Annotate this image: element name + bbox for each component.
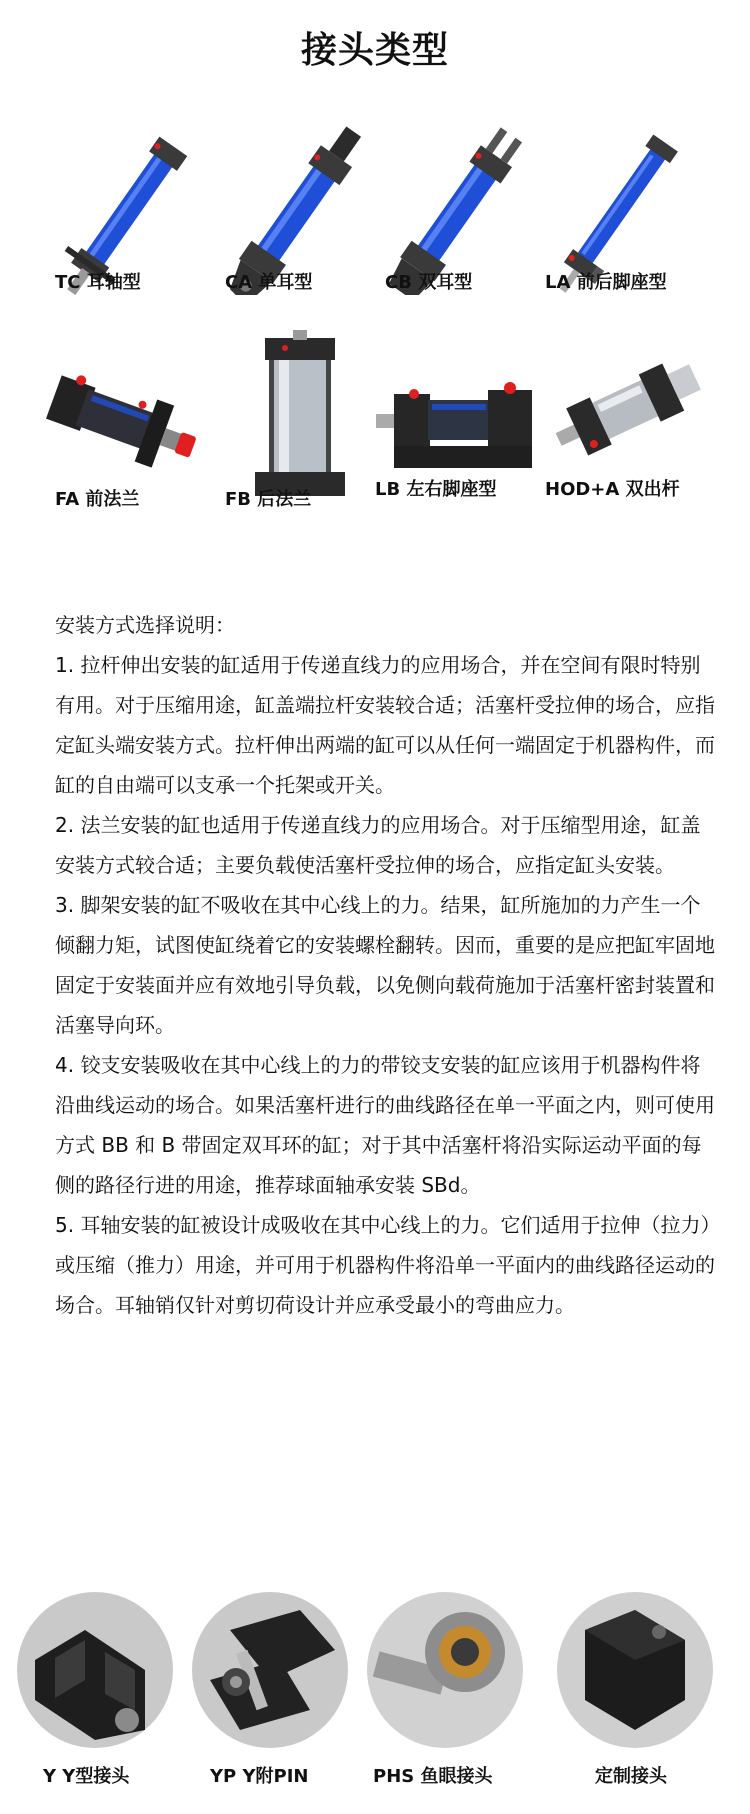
product-cb[interactable]: [385, 120, 555, 295]
description-heading: 安装方式选择说明：: [55, 613, 235, 637]
product-lb[interactable]: [370, 350, 540, 500]
product-label: LB 左右脚座型: [375, 479, 497, 500]
product-label: HOD+A 双出杆: [545, 479, 680, 500]
product-label: CB 双耳型: [385, 272, 473, 293]
description-paragraph: 1. 拉杆伸出安装的缸适用于传递直线力的应用场合，并在空间有限时特别有用。对于压缩用途，缸盖端拉杆安装较合适；活塞杆受拉伸的场合，应指定缸头端安装方式。拉杆伸出两端的缸可以从任何一端固定于机器构件，而缸的自由端可以支承一个托架或开关。: [55, 653, 715, 797]
description-paragraph: 5. 耳轴安装的缸被设计成吸收在其中心线上的力。它们适用于拉伸（拉力）或压缩（推力）用途，并可用于机器构件将沿单一平面内的曲线路径运动的场合。耳轴销仅针对剪切荷设计并应承受最小的弯曲应力。: [55, 1213, 715, 1317]
product-label: LA 前后脚座型: [545, 272, 667, 293]
joint-label: Y Y型接头: [43, 1766, 130, 1787]
product-label: TC 耳轴型: [55, 272, 141, 293]
product-label: FA 前法兰: [55, 489, 140, 510]
joint-label: PHS 鱼眼接头: [373, 1766, 493, 1787]
page-title: 接头类型: [300, 30, 449, 71]
description-paragraph: 2. 法兰安装的缸也适用于传递直线力的应用场合。对于压缩型用途，缸盖安装方式较合适；主要负载使活塞杆受拉伸的场合，应指定缸头安装。: [55, 813, 701, 877]
joint-label: YP Y附PIN: [210, 1766, 309, 1787]
double-rod-cylinder-icon: [545, 340, 715, 490]
rear-flange-cylinder-icon: [225, 330, 375, 510]
mount-selection-description: [55, 605, 715, 1325]
custom-joint-icon: [555, 1590, 715, 1750]
product-label: CA 单耳型: [225, 272, 313, 293]
product-hod[interactable]: [545, 340, 715, 500]
product-ca[interactable]: [225, 120, 395, 295]
joint-y[interactable]: [15, 1590, 185, 1787]
rod-eye-joint-icon: [365, 1590, 525, 1750]
product-la[interactable]: [545, 120, 715, 295]
y-clevis-joint-icon: [15, 1590, 175, 1750]
product-tc[interactable]: [55, 120, 225, 295]
description-paragraph: 4. 铰支安装吸收在其中心线上的力的带铰支安装的缸应该用于机器构件将沿曲线运动的场合。如果活塞杆进行的曲线路径在单一平面之内，则可使用方式 BB 和 B 带固定双耳环的缸；对于其中活塞杆将沿实际运动平面的每侧的路径行进的用途，推荐球面轴承安装 SBd。: [55, 1053, 715, 1197]
joint-custom[interactable]: [555, 1590, 725, 1787]
product-fa[interactable]: [40, 340, 210, 510]
joint-phs[interactable]: [365, 1590, 535, 1787]
joint-label: 定制接头: [595, 1766, 667, 1787]
joint-yp[interactable]: [190, 1590, 360, 1787]
product-label: FB 后法兰: [225, 489, 312, 510]
description-paragraph: 3. 脚架安装的缸不吸收在其中心线上的力。结果，缸所施加的力产生一个倾翻力矩，试图使缸绕着它的安装螺栓翻转。因而，重要的是应把缸牢固地固定于安装面并应有效地引导负载，以免侧向载荷施加于活塞杆密封装置和活塞导向环。: [55, 893, 715, 1037]
y-clevis-pin-joint-icon: [190, 1590, 350, 1750]
